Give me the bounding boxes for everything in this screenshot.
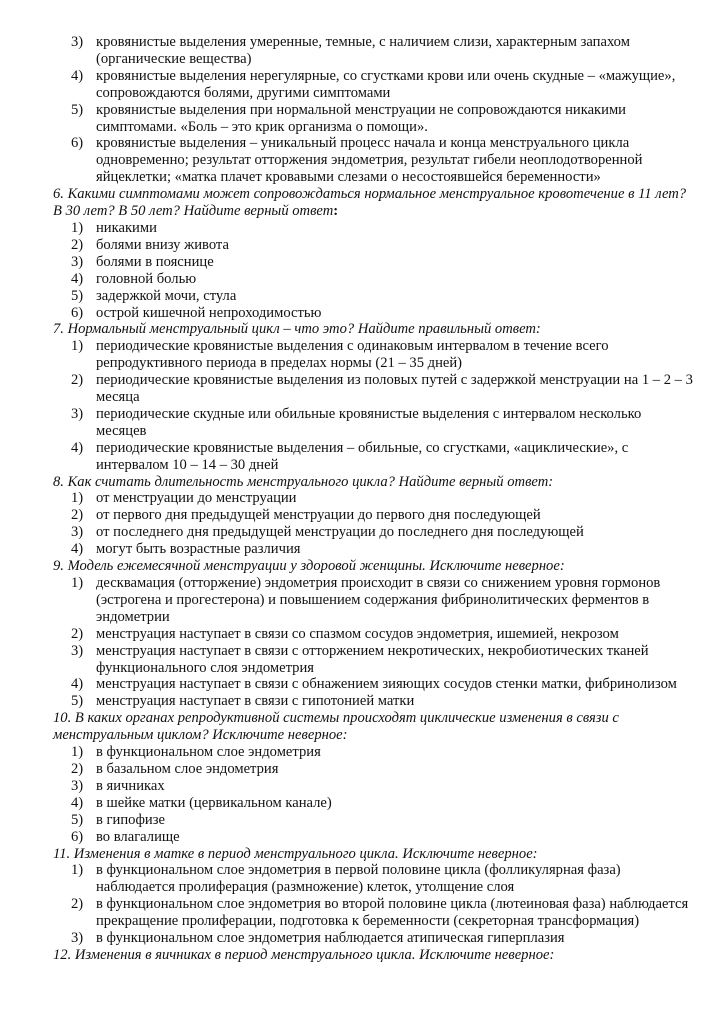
question-8: 8. Как считать длительность менструального цикла? Найдите верный ответ:	[53, 473, 554, 490]
answer-list-q8	[53, 490, 693, 558]
list-item: 1) в функциональном слое эндометрия в первой половине цикла (фолликулярная фаза) наблюдается пролиферация (размножение) клеток, утолщение слоя	[71, 862, 621, 896]
list-item: 5) кровянистые выделения при нормальной менструации не сопровождаются никакими симптомами. «Боль – это крик организма о помощи».	[71, 101, 626, 135]
answer-list-q11	[53, 862, 693, 947]
question-7: 7. Нормальный менструальный цикл – что это? Найдите правильный ответ:	[53, 321, 541, 338]
list-item: 1) в функциональном слое эндометрия	[71, 744, 321, 761]
list-item: 4) в шейке матки (цервикальном канале)	[71, 794, 332, 811]
answer-list-q10	[53, 744, 693, 845]
list-item: 6) во влагалище	[71, 828, 180, 845]
list-item: 2) от первого дня предыдущей менструации до первого дня последующей	[71, 507, 541, 524]
question-11: 11. Изменения в матке в период менструального цикла. Исключите неверное:	[53, 845, 538, 862]
question-9: 9. Модель ежемесячной менструации у здоровой женщины. Исключите неверное:	[53, 558, 565, 575]
list-item: 5) задержкой мочи, стула	[71, 287, 237, 304]
list-item: 4) головной болью	[71, 270, 197, 287]
answer-list-q5-continued	[53, 34, 693, 186]
list-item: 3) в яичниках	[71, 777, 165, 794]
list-item: 1) от менструации до менструации	[71, 490, 297, 507]
list-item: 2) в функциональном слое эндометрия во второй половине цикла (лютеиновая фаза) наблюдается прекращение пролиферации, подготовка к беременности (секреторная трансформация)	[71, 896, 689, 930]
list-item: 3) болями в пояснице	[71, 253, 214, 270]
list-item: 3) кровянистые выделения умеренные, темные, с наличием слизи, характерным запахом (органические вещества)	[71, 34, 630, 67]
list-item: 3) периодические скудные или обильные кровянистые выделения с интервалом несколько месяцев	[71, 405, 642, 439]
list-item: 1) никакими	[71, 219, 157, 236]
question-10: 10. В каких органах репродуктивной системы происходят циклические изменения в связи с менструальным циклом? Исключите неверное:	[53, 710, 619, 744]
answer-list-q6	[53, 220, 693, 321]
list-item: 3) менструация наступает в связи с отторжением некротических, некробиотических тканей функционального слоя эндометрия	[71, 642, 649, 676]
answer-list-q7	[53, 338, 693, 473]
document-page	[53, 34, 693, 964]
question-6: 6. Какими симптомами может сопровождаться нормальное менструальное кровотечение в 11 лет? В 30 лет? В 50 лет? Найдите верный ответ:	[53, 186, 687, 220]
list-item: 2) в базальном слое эндометрия	[71, 760, 279, 777]
list-item: 4) менструация наступает в связи с обнажением зияющих сосудов стенки матки, фибринолизом	[71, 676, 677, 693]
list-item: 1) десквамация (отторжение) эндометрия происходит в связи со снижением уровня гормонов (эстрогена и прогестерона) и повышением содержания фибринолитических ферментов в эндометрии	[71, 575, 661, 625]
list-item: 1) периодические кровянистые выделения с одинаковым интервалом в течение всего репродуктивного периода в пределах нормы (21 – 35 дней)	[71, 338, 609, 372]
question-12: 12. Изменения в яичниках в период менструального цикла. Исключите неверное:	[53, 946, 555, 963]
list-item: 5) менструация наступает в связи с гипотонией матки	[71, 693, 415, 710]
list-item: 6) кровянистые выделения – уникальный процесс начала и конца менструального цикла одновременно; результат отторжения эндометрия, результат гибели неоплодотворенной яйцеклетки; «матка плачет кровавыми слезами о несостоявшейся беременности»	[71, 135, 643, 186]
list-item: 2) болями внизу живота	[71, 236, 229, 253]
list-item: 5) в гипофизе	[71, 811, 165, 828]
answer-list-q9	[53, 575, 693, 710]
list-item: 3) от последнего дня предыдущей менструации до последнего дня последующей	[71, 524, 584, 541]
list-item: 3) в функциональном слое эндометрия наблюдается атипическая гиперплазия	[71, 930, 565, 947]
list-item: 2) периодические кровянистые выделения из половых путей с задержкой менструации на 1 – 2 – 3 месяца	[71, 372, 693, 406]
list-item: 2) менструация наступает в связи со спазмом сосудов эндометрия, ишемией, некрозом	[71, 625, 619, 642]
list-item: 6) острой кишечной непроходимостью	[71, 304, 322, 321]
list-item: 4) кровянистые выделения нерегулярные, со сгустками крови или очень скудные – «мажущие», сопровождаются болями, другими симптомами	[71, 67, 676, 101]
list-item: 4) периодические кровянистые выделения – обильные, со сгустками, «ациклические», с интервалом 10 – 14 – 30 дней	[71, 439, 629, 473]
list-item: 4) могут быть возрастные различия	[71, 541, 301, 558]
